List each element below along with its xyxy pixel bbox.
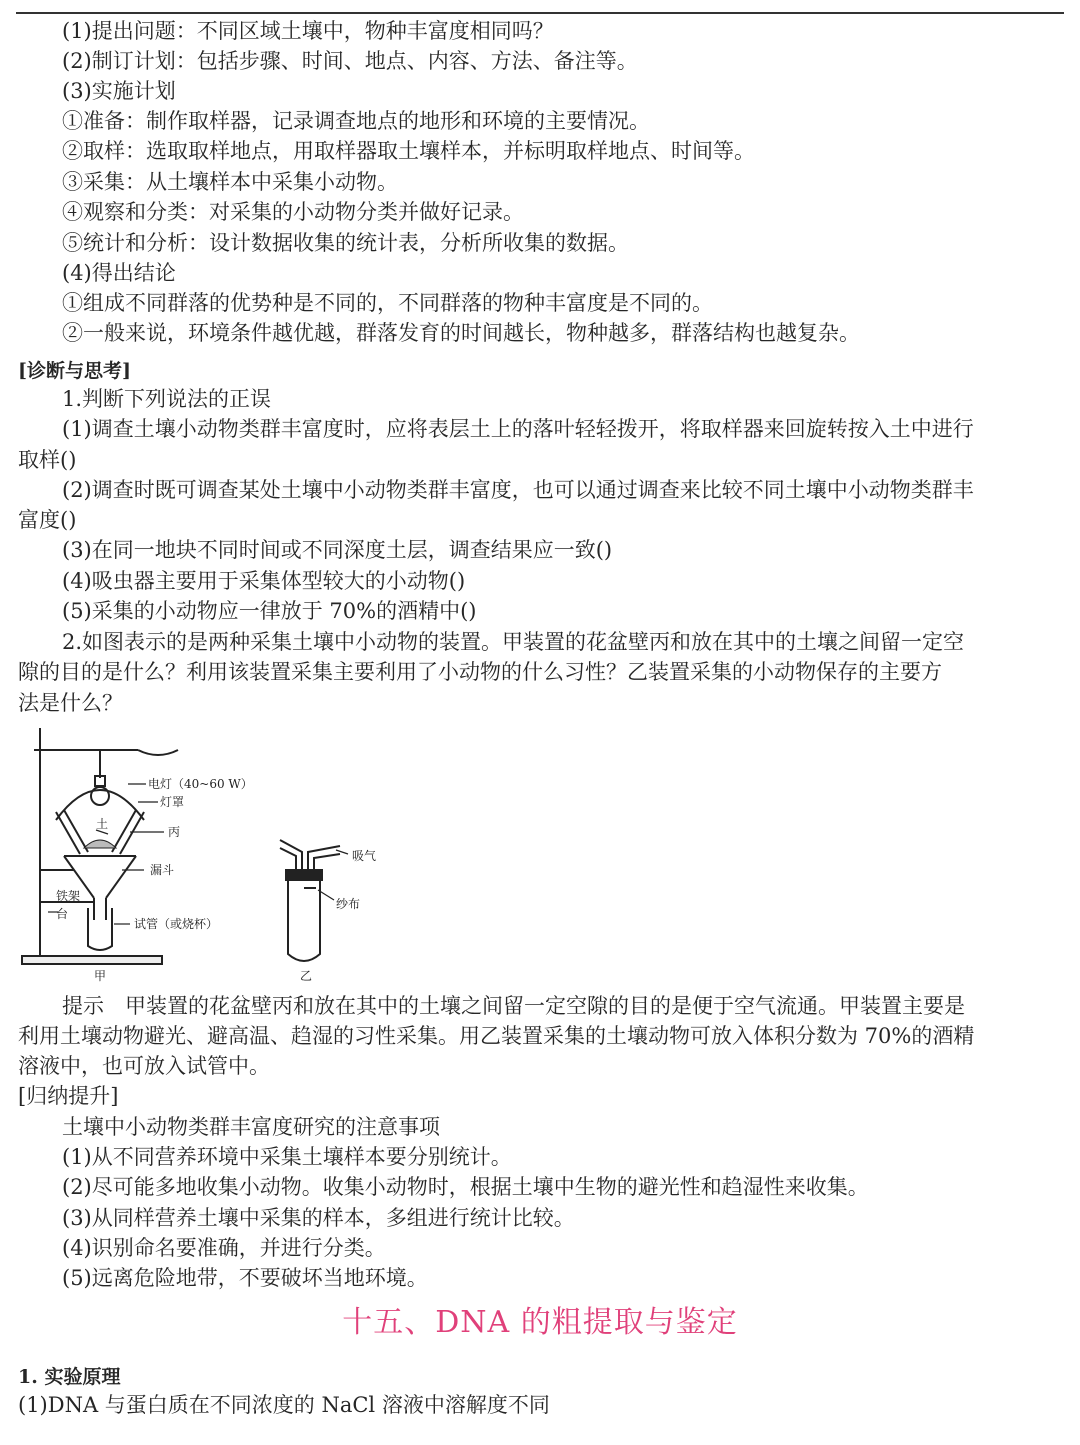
label-stand-2: 台	[56, 907, 69, 921]
label-tube: 试管（或烧杯）	[134, 917, 219, 931]
q1-item-2a: (2)调查时既可调查某处土壤中小动物类群丰富度，也可以通过调查来比较不同土壤中小动物类群丰	[62, 478, 974, 502]
q2-line-a: 2.如图表示的是两种采集土壤中小动物的装置。甲装置的花盆壁丙和放在其中的土壤之间留一定空	[62, 630, 965, 654]
label-lamp: 电灯（40~60 W）	[148, 777, 253, 791]
summary-item-5: (5)远离危险地带，不要破坏当地环境。	[62, 1266, 428, 1290]
summary-title: 土壤中小动物类群丰富度研究的注意事项	[62, 1115, 440, 1139]
plan-line-10: ①组成不同群落的优势种是不同的，不同群落的物种丰富度是不同的。	[62, 291, 713, 315]
label-gauze: 纱布	[336, 897, 361, 911]
summary-item-4: (4)识别命名要准确，并进行分类。	[62, 1236, 386, 1260]
label-soil: 土	[96, 817, 109, 831]
top-rule	[16, 12, 1064, 14]
label-stand: 铁架	[56, 889, 81, 903]
plan-line-3: (3)实施计划	[62, 79, 176, 103]
q1-item-4: (4)吸虫器主要用于采集体型较大的小动物()	[62, 569, 466, 593]
section-line-1: (1)DNA 与蛋白质在不同浓度的 NaCl 溶液中溶解度不同	[18, 1393, 550, 1417]
q1-item-2b: 富度()	[18, 508, 77, 532]
q1-item-1a: (1)调查土壤小动物类群丰富度时，应将表层土上的落叶轻轻拨开，将取样器来回旋转按入土中进行	[62, 417, 974, 441]
label-jia: 甲	[94, 969, 107, 983]
label-suck: 吸气	[352, 849, 377, 863]
q1-item-5: (5)采集的小动物应一律放于 70%的酒精中()	[62, 599, 477, 623]
plan-line-1: (1)提出问题：不同区域土壤中，物种丰富度相同吗？	[62, 19, 554, 43]
plan-line-4: ①准备：制作取样器，记录调查地点的地形和环境的主要情况。	[62, 109, 650, 133]
apparatus-figure	[18, 720, 394, 984]
hint-line-a: 提示 甲装置的花盆壁丙和放在其中的土壤之间留一定空隙的目的是便于空气流通。甲装置主要是	[62, 994, 965, 1018]
summary-item-1: (1)从不同营养环境中采集土壤样本要分别统计。	[62, 1145, 512, 1169]
summary-heading: [归纳提升]	[18, 1084, 119, 1108]
q1-item-1b: 取样()	[18, 448, 77, 472]
label-funnel: 漏斗	[150, 863, 175, 877]
plan-line-8: ⑤统计和分析：设计数据收集的统计表，分析所收集的数据。	[62, 231, 629, 255]
plan-line-11: ②一般来说，环境条件越优越，群落发育的时间越长，物种越多，群落结构也越复杂。	[62, 321, 860, 345]
plan-line-5: ②取样：选取取样地点，用取样器取土壤样本，并标明取样地点、时间等。	[62, 139, 755, 163]
label-shade: 灯罩	[160, 795, 185, 809]
q2-line-c: 法是什么？	[18, 691, 123, 715]
plan-line-9: (4)得出结论	[62, 261, 176, 285]
label-yi: 乙	[300, 969, 313, 983]
hint-line-c: 溶液中，也可放入试管中。	[18, 1054, 270, 1078]
label-bing: 丙	[168, 825, 181, 839]
hint-line-b: 利用土壤动物避光、避高温、趋湿的习性采集。用乙装置采集的土壤动物可放入体积分数为 70%的酒精	[18, 1024, 975, 1048]
diagnosis-heading: [诊断与思考]	[18, 360, 131, 382]
summary-item-2: (2)尽可能多地收集小动物。收集小动物时，根据土壤中生物的避光性和趋湿性来收集。	[62, 1175, 869, 1199]
section-title: 十五、DNA 的粗提取与鉴定	[342, 1305, 738, 1340]
plan-line-2: (2)制订计划：包括步骤、时间、地点、内容、方法、备注等。	[62, 49, 638, 73]
q1-item-3: (3)在同一地块不同时间或不同深度土层，调查结果应一致()	[62, 538, 613, 562]
section-subheading: 1. 实验原理	[18, 1366, 121, 1388]
q1-title: 1.判断下列说法的正误	[62, 387, 272, 411]
plan-line-6: ③采集：从土壤样本中采集小动物。	[62, 170, 398, 194]
q2-line-b: 隙的目的是什么？利用该装置采集主要利用了小动物的什么习性？乙装置采集的小动物保存的主要方	[18, 660, 942, 684]
summary-item-3: (3)从同样营养土壤中采集的样本，多组进行统计比较。	[62, 1206, 575, 1230]
plan-line-7: ④观察和分类：对采集的小动物分类并做好记录。	[62, 200, 524, 224]
